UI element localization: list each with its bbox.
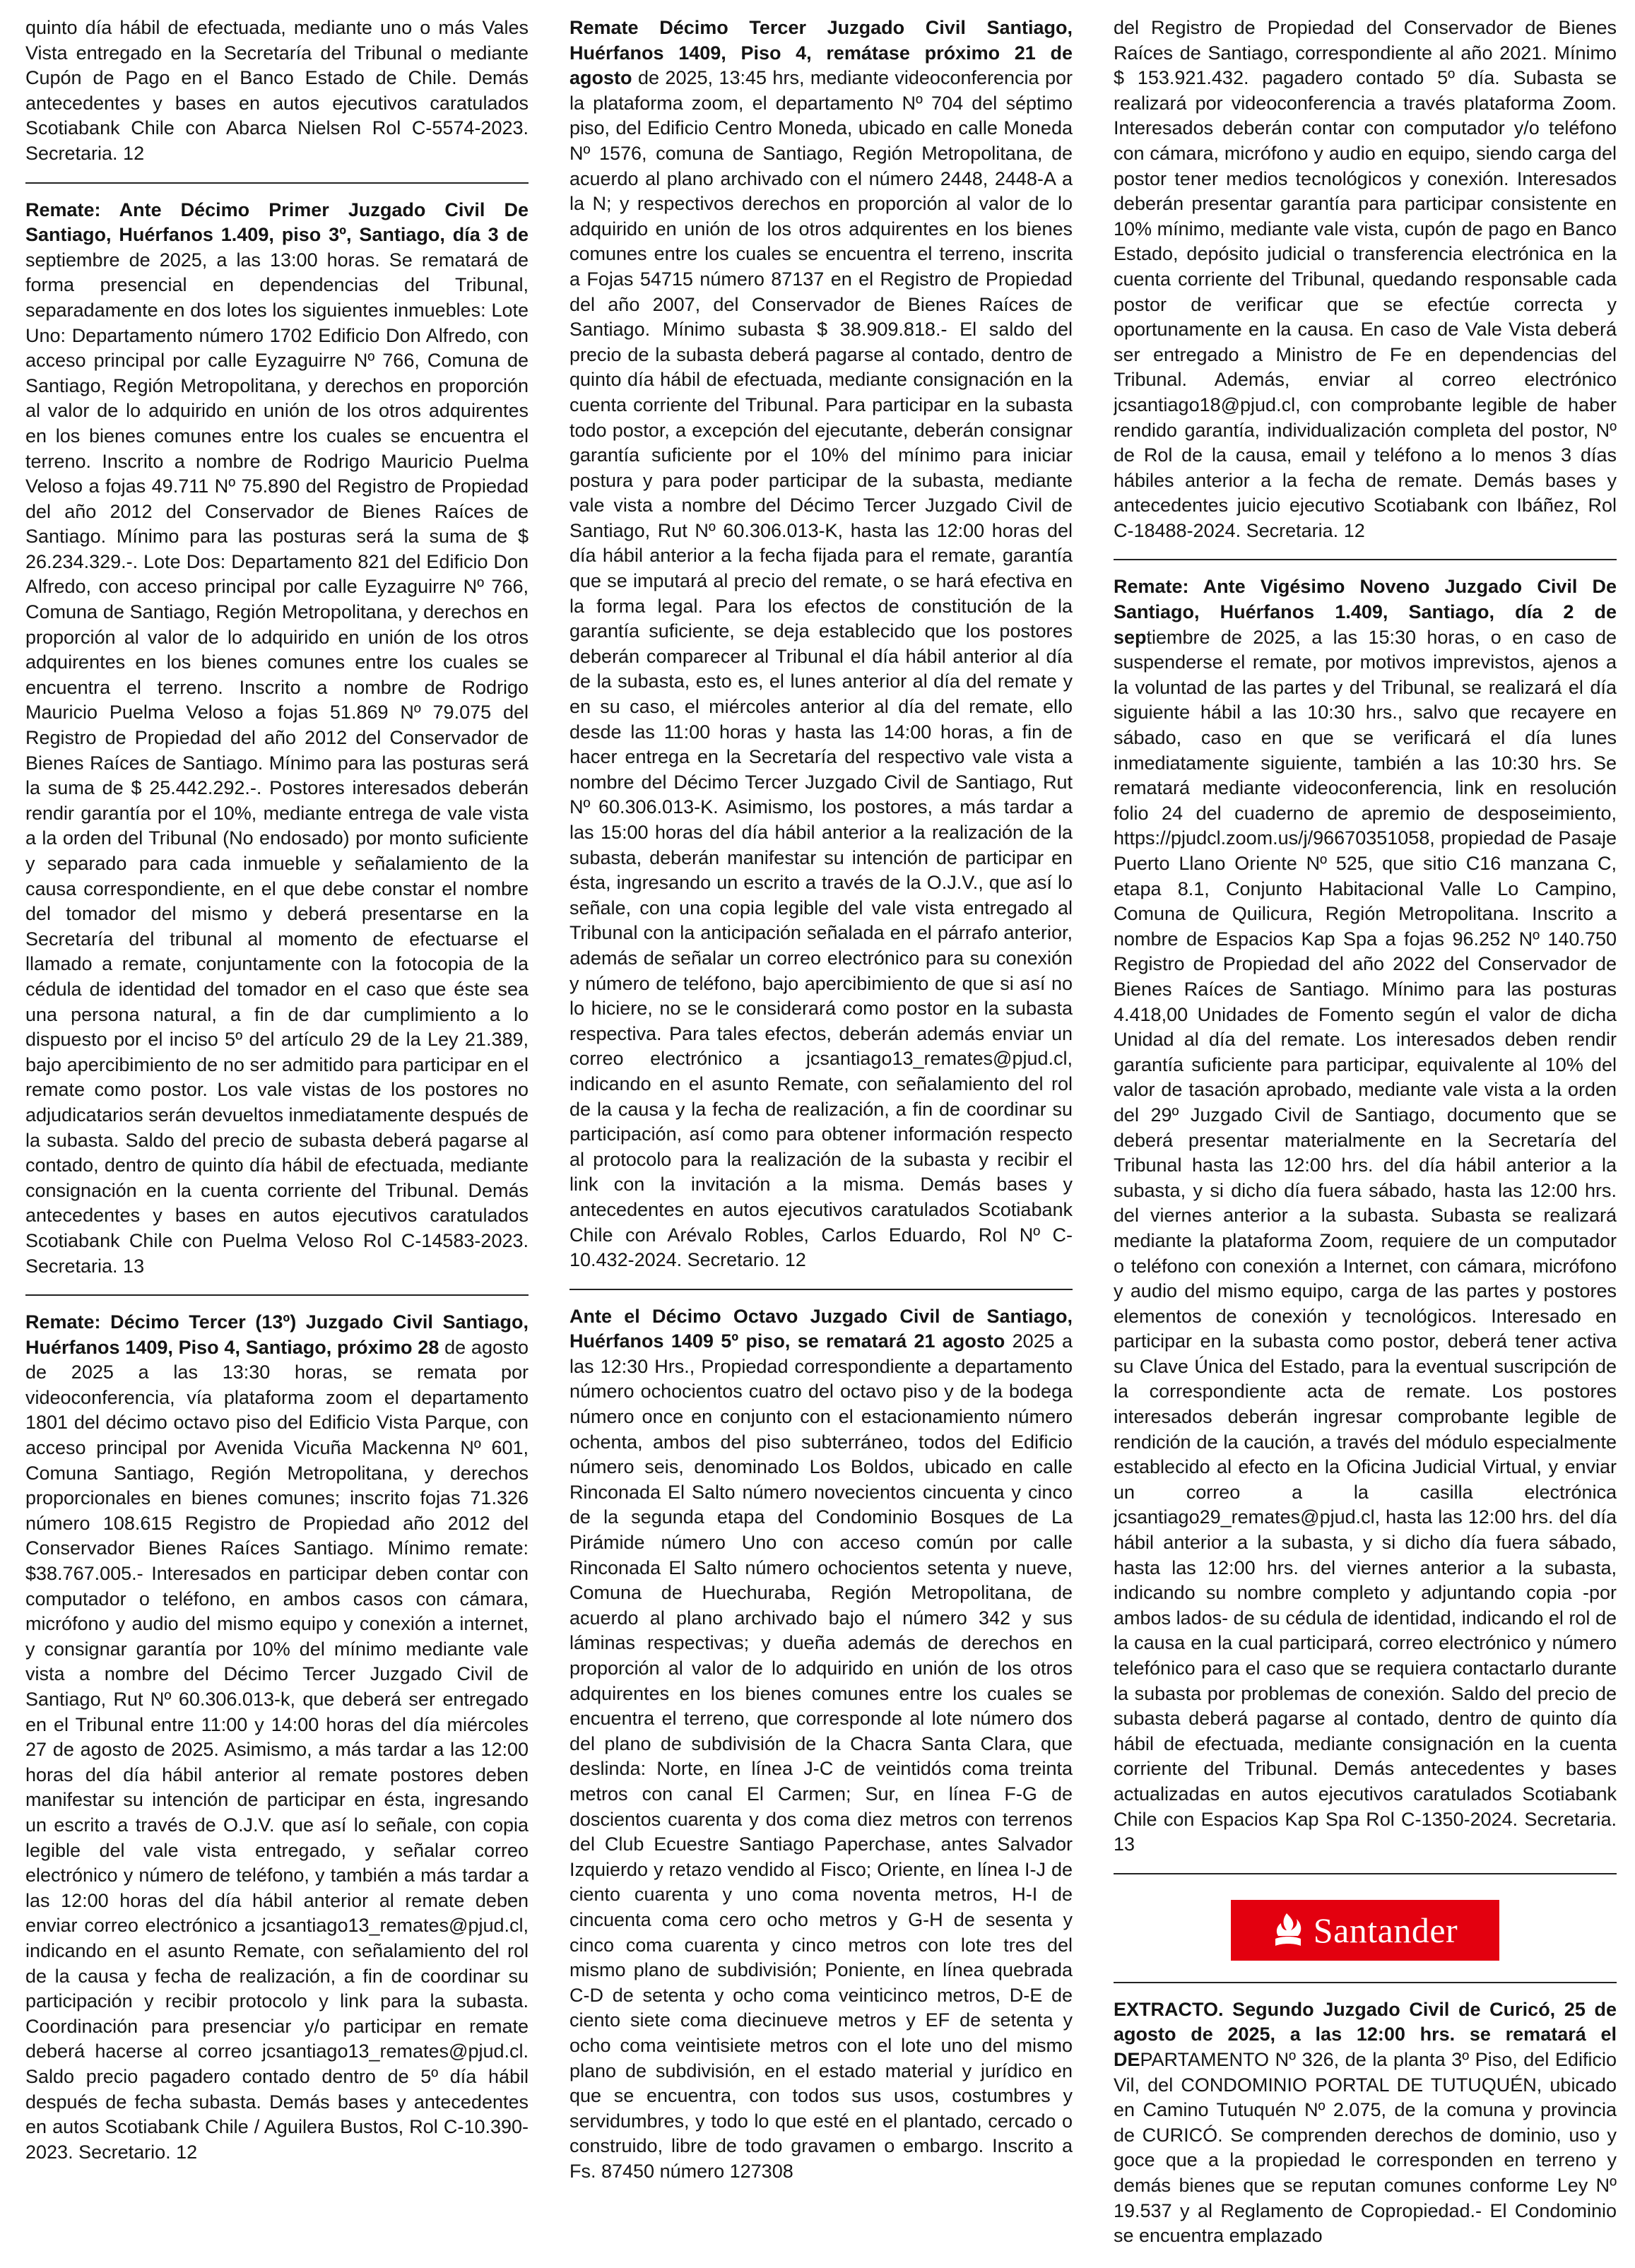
notice-divider xyxy=(25,1294,529,1296)
notice-headline: EXTRACTO. Segundo Juzgado Civil de Curicó, 25 de agosto de 2025, a las 12:00 hrs. se rematará el DE xyxy=(1114,1998,1617,2070)
notice-headline: Remate Décimo Tercer Juzgado Civil Santiago, Huérfanos 1409, Piso 4, remátase próximo 21 de agosto xyxy=(569,17,1073,89)
notice-13-juzgado-aguilera xyxy=(25,1310,529,2165)
notice-body: septiembre de 2025, a las 13:00 horas. Se rematará de forma presencial en dependencias del Tribunal, separadamente en dos lotes los siguientes inmuebles: Lote Uno: Departamento número 1702 Edificio Don Alfredo, con acceso principal por calle Eyzaguirre Nº 766, Comuna de Santiago, Región Metropolitana, y derechos en proporción al valor de lo adquirido en unión de los otros adquirentes en los bienes comunes entre los cuales se encuentra el terreno. Inscrito a nombre de Rodrigo Mauricio Puelma Veloso a fojas 49.711 Nº 75.890 del Registro de Propiedad del año 2012 del Conservador de Bienes Raíces de Santiago. Mínimo para las posturas será la suma de $ 26.234.329.-. Lote Dos: Departamento 821 del Edificio Don Alfredo, con acceso principal por calle Eyzaguirre Nº 766, Comuna de Santiago, Región Metropolitana, y derechos en proporción al valor de lo adquirido en unión de los otros adquirentes en los bienes comunes entre los cuales se encuentra el terreno. Inscrito a nombre de Rodrigo Mauricio Puelma Veloso a fojas 51.869 Nº 79.075 del Registro de Propiedad del año 2012 del Conservador de Bienes Raíces de Santiago. Mínimo para las posturas será la suma de $ 25.442.292.-. Postores interesados deberán rendir garantía por el 10%, mediante entrega de vale vista a la orden del Tribunal (No endosado) por monto suficiente y separado para cada inmueble y señalamiento de la causa correspondiente, en el que debe constar el nombre del tomador del mismo y deberá presentarse en la Secretaría del tribunal al momento de efectuarse el llamado a remate, conjuntamente con la fotocopia de la cédula de identidad del tomador en el caso que éste sea una persona natural, a fin de dar cumplimiento a lo dispuesto por el inciso 5º del artículo 29 de la Ley 21.389, bajo apercibimiento de no ser admitido para participar en el remate como postor. Los vale vistas de los postores no adjudicatarios serán devueltos inmediatamente después de la subasta. Saldo del precio de subasta deberá pagarse al contado, dentro de quinto día hábil de efectuada, mediante consignación en la cuenta corriente del Tribunal. Demás antecedentes y bases en autos ejecutivos caratulados Scotiabank Chile con Puelma Veloso Rol C-14583-2023. Secretaria. 13 xyxy=(25,249,529,1277)
santander-logo-row xyxy=(1114,1900,1617,1961)
santander-flame-icon xyxy=(1273,1912,1304,1949)
notice-body: de agosto de 2025 a las 13:30 horas, se remata por videoconferencia, vía plataforma zoom el departamento 1801 del décimo octavo piso del Edificio Vista Parque, con acceso principal por Avenida Vicuña Mackenna Nº 601, Comuna Santiago, Región Metropolitana, y derechos proporcionales en bienes comunes; inscrito fojas 71.326 número 108.615 Registro de Propiedad año 2012 del Conservador Bienes Raíces Santiago. Mínimo remate: $38.767.005.- Interesados en participar deben contar con computador o teléfono, en ambos casos con cámara, micrófono y audio del mismo equipo y conexión a internet, y consignar garantía por 10% del mínimo mediante vale vista a nombre del Décimo Tercer Juzgado Civil de Santiago, Rut Nº 60.306.013-k, que deberá ser entregado en el Tribunal entre 11:00 y 14:00 horas del día miércoles 27 de agosto de 2025. Asimismo, a más tardar a las 12:00 horas del día hábil anterior al remate postores deben manifestar su intención de participar en ésta, ingresando un escrito a través de O.J.V. que así lo señale, con copia legible del vale vista entregado, y señalar correo electrónico y número de teléfono, y también a más tardar a las 12:00 horas del día hábil anterior al remate deben enviar correo electrónico a jcsantiago13_remates@pjud.cl, indicando en el asunto Remate, con señalamiento del rol de la causa y fecha de realización, a fin de coordinar su participación y recibir protocolo y link para la subasta. Coordinación para presenciar y/o participar en remate deberá hacerse al correo jcsantiago13_remates@pjud.cl. Saldo precio pagadero contado dentro de 5º día hábil después de fecha subasta. Demás bases y antecedentes en autos Scotiabank Chile / Aguilera Bustos, Rol C-10.390-2023. Secretario. 12 xyxy=(25,1336,529,2163)
notice-18-juzgado-los-boldos xyxy=(569,1304,1073,2185)
newspaper-page xyxy=(25,16,1617,2255)
santander-logo-text: Santander xyxy=(1313,1910,1458,1950)
notice-divider xyxy=(1114,1982,1617,1983)
notice-29-juzgado-espacios-kap xyxy=(1114,574,1617,1857)
column-3 xyxy=(1114,16,1617,2255)
notice-body: 2025 a las 12:30 Hrs., Propiedad correspondiente a departamento número ochocientos cuatro del octavo piso y de la bodega número once en conjunto con el estacionamiento número ochenta, ambos del piso subterráneo, todos del Edificio número seis, denominado Los Boldos, ubicado en calle Rinconada El Salto número novecientos cincuenta y cinco de la segunda etapa del Condominio Bosques de La Pirámide número Uno con acceso común por calle Rinconada El Salto número ochocientos setenta y nueve, Comuna de Huechuraba, Región Metropolitana, de acuerdo al plano archivado bajo el número 342 y sus láminas respectivas; y dueña además de derechos en proporción al valor de lo adquirido en unión de los otros adquirentes en los bienes comunes entre los cuales se encuentra el terreno, que corresponde al lote número dos del plano de subdivisión de la Chacra Santa Clara, que deslinda: Norte, en línea J-C de veintidós coma treinta metros con canal El Carmen; Sur, en línea F-G de doscientos cuarenta y dos coma diez metros con terrenos del Club Ecuestre Santiago Paperchase, antes Salvador Izquierdo y retazo vendido al Fisco; Oriente, en línea I-J de ciento cuarenta y uno coma noventa metros, H-I de cincuenta coma cero ocho metros y G-H de sesenta y cinco coma cuarenta y cinco metros con lote tres del mismo plano de subdivisión; Poniente, en línea quebrada C-D de setenta y ocho coma veinticinco metros, D-E de ciento siete coma diecinueve metros y EF de setenta y ocho coma veintisiete metros con el lote uno del mismo plano de subdivisión, en el estado material y jurídico en que se encuentra, con todos sus usos, costumbres y servidumbres, y todo lo que esté en el plantado, cercado o construido, libre de todo gravamen o embargo. Inscrito a Fs. 87450 número 127308 xyxy=(569,1330,1073,2182)
notice-continued-abarca xyxy=(25,16,529,167)
notice-divider xyxy=(569,1289,1073,1290)
notice-headline: Ante el Décimo Octavo Juzgado Civil de Santiago, Huérfanos 1409 5º piso, se rematará 21 agosto xyxy=(569,1305,1073,1352)
notice-headline: Remate: Ante Décimo Primer Juzgado Civil De Santiago, Huérfanos 1.409, piso 3º, Santiago, día 3 de xyxy=(25,199,529,246)
notice-body: del Registro de Propiedad del Conservador de Bienes Raíces de Santiago, correspondiente al año 2021. Mínimo $ 153.921.432. pagadero contado 5º día. Subasta se realizará por videoconferencia a través plataforma Zoom. Interesados deberán contar con computador y/o teléfono con cámara, micrófono y audio en equipo, siendo carga del postor tener medios tecnológicos y conexión. Interesados deberán presentar garantía para participar consistente en 10% mínimo, mediante vale vista, cupón de pago en Banco Estado, depósito judicial o transferencia electrónica en la cuenta corriente del Tribunal, quedando responsable cada postor de verificar que se efectúe correcta y oportunamente en la causa. En caso de Vale Vista deberá ser entregado a Ministro de Fe en dependencias del Tribunal. Además, enviar al correo electrónico jcsantiago18@pjud.cl, con comprobante legible de haber rendido garantía, individualización completa del postor, Nº de Rol de la causa, email y teléfono a lo menos 3 días hábiles anterior a la fecha de remate. Demás bases y antecedentes juicio ejecutivo Scotiabank con Ibáñez, Rol C-18488-2024. Secretaria. 12 xyxy=(1114,17,1617,541)
notice-divider xyxy=(1114,559,1617,560)
notice-divider xyxy=(1114,1873,1617,1874)
column-1 xyxy=(25,16,529,2255)
notice-body: PARTAMENTO Nº 326, de la planta 3º Piso, del Edificio Vil, del CONDOMINIO PORTAL DE TUTUQUÉN, ubicado en Camino Tutuquén Nº 2.075, de la comuna y provincia de CURICÓ. Se comprenden derechos de dominio, uso y goce que a la propiedad le corresponden en terreno y demás bienes que se reputan comunes conforme Ley Nº 19.537 y al Reglamento de Copropiedad.- El Condominio se encuentra emplazado xyxy=(1114,2048,1617,2247)
notice-divider xyxy=(25,182,529,184)
santander-logo xyxy=(1231,1900,1499,1961)
notice-13-juzgado-arevalo xyxy=(569,16,1073,1273)
notice-extracto-curico xyxy=(1114,1997,1617,2249)
notice-headline: Remate: Ante Vigésimo Noveno Juzgado Civil De Santiago, Huérfanos 1.409, Santiago, día 2 de sep xyxy=(1114,576,1617,648)
notice-body: de 2025, 13:45 hrs, mediante videoconferencia por la plataforma zoom, el departamento Nº 704 del séptimo piso, del Edificio Centro Moneda, ubicado en calle Moneda Nº 1576, comuna de Santiago, Región Metropolitana, de acuerdo al plano archivado con el número 2448, 2448-A a la N; y respectivos derechos en proporción al valor de lo adquirido en unión de los otros adquirentes en los bienes comunes entre los cuales se encuentra el terreno, inscrita a Fojas 54715 número 87137 en el Registro de Propiedad del año 2007, del Conservador de Bienes Raíces de Santiago. Mínimo subasta $ 38.909.818.- El saldo del precio de la subasta deberá pagarse al contado, dentro de quinto día hábil de efectuada, mediante consignación en la cuenta corriente del Tribunal. Para participar en la subasta todo postor, a excepción del ejecutante, deberán consignar garantía suficiente por el 10% del mínimo para iniciar postura y para poder participar de la subasta, mediante vale vista a nombre del Décimo Tercer Juzgado Civil de Santiago, Rut Nº 60.306.013-K, hasta las 12:00 horas del día hábil anterior a la fecha fijada para el remate, garantía que se imputará al precio del remate, o se hará efectiva en la forma legal. Para los efectos de constitución de la garantía suficiente, se deja establecido que los postores deberán comparecer al Tribunal el día hábil anterior al día de la subasta, esto es, el lunes anterior al día del remate y en su caso, el miércoles anterior al día del remate, ello desde las 11:00 horas y hasta las 14:00 horas, a fin de hacer entrega en la Secretaría del respectivo vale vista a nombre del Décimo Tercer Juzgado Civil de Santiago, Rut Nº 60.306.013-K. Asimismo, los postores, a más tardar a las 15:00 horas del día hábil anterior a la realización de la subasta, deberán manifestar su intención de participar en ésta, ingresando un escrito a través de la O.J.V., que así lo señale, con una copia legible del vale vista entregado al Tribunal con la anticipación señalada en el párrafo anterior, además de señalar un correo electrónico para su conexión y número de teléfono, bajo apercibimiento de que si así no lo hiciere, no se le considerará como postor en la subasta respectiva. Para tales efectos, deberán además enviar un correo electrónico a jcsantiago13_remates@pjud.cl, indicando en el asunto Remate, con señalamiento del rol de la causa y la fecha de realización, a fin de coordinar su participación, así como para obtener información respecto al protocolo para la realización de la subasta y recibir el link con la invitación a la misma. Demás bases y antecedentes en autos ejecutivos caratulados Scotiabank Chile con Arévalo Robles, Carlos Eduardo, Rol Nº C-10.432-2024. Secretario. 12 xyxy=(569,67,1073,1271)
column-2 xyxy=(569,16,1073,2255)
notice-headline: Remate: Décimo Tercer (13º) Juzgado Civil Santiago, Huérfanos 1409, Piso 4, Santiago, próximo 28 xyxy=(25,1311,529,1358)
notice-continued-ibanez xyxy=(1114,16,1617,543)
notice-body: quinto día hábil de efectuada, mediante uno o más Vales Vista entregado en la Secretaría del Tribunal o mediante Cupón de Pago en el Banco Estado de Chile. Demás antecedentes y bases en autos ejecutivos caratulados Scotiabank Chile con Abarca Nielsen Rol C-5574-2023. Secretaria. 12 xyxy=(25,17,529,164)
notice-body: tiembre de 2025, a las 15:30 horas, o en caso de suspenderse el remate, por motivos imprevistos, ajenos a la voluntad de las partes y del Tribunal, se realizará el día siguiente hábil a las 10:30 hrs., salvo que recayere en sábado, caso en que se verificará el día lunes inmediatamente siguiente, también a las 10:30 hrs. Se rematará mediante videoconferencia, link en resolución folio 24 del cuaderno de apremio de desposeimiento, https://pjudcl.zoom.us/j/96670351058, propiedad de Pasaje Puerto Llano Oriente Nº 525, que sitio C16 manzana C, etapa 8.1, Conjunto Habitacional Valle Lo Campino, Comuna de Quilicura, Región Metropolitana. Inscrito a nombre de Espacios Kap Spa a fojas 96.252 Nº 140.750 Registro de Propiedad del año 2022 del Conservador de Bienes Raíces de Santiago. Mínimo para las posturas 4.418,00 Unidades de Fomento según el valor de dicha Unidad al día del remate. Los interesados deben rendir garantía suficiente para participar, equivalente al 10% del valor de tasación aprobado, mediante vale vista a la orden del 29º Juzgado Civil de Santiago, documento que se deberá presentar materialmente en la Secretaría del Tribunal hasta las 12:00 hrs. del día hábil anterior a la subasta, y si dicho día fuera sábado, hasta las 12:00 hrs. del viernes anterior a la subasta. Subasta se realizará mediante la plataforma Zoom, requiere de un computador o teléfono con conexión a Internet, con cámara, micrófono y audio del mismo equipo, carga de las partes y postores elementos de conexión y tecnológicos. Interesado en participar en la subasta como postor, deberá tener activa su Clave Única del Estado, para la eventual suscripción de la correspondiente acta de remate. Los postores interesados deberán ingresar comprobante legible de rendición de la caución, a través del módulo especialmente establecido al efecto en la Oficina Judicial Virtual, y enviar un correo a la casilla electrónica jcsantiago29_remates@pjud.cl, hasta las 12:00 hrs. del día hábil anterior a la subasta, y si dicho día fuera sábado, hasta las 12:00 hrs. del viernes anterior a la subasta, indicando su nombre completo y adjuntando copia -por ambos lados- de su cédula de identidad, indicando el rol de la causa en la cual participará, correo electrónico y número telefónico para el caso que se requiera contactarlo durante la subasta por problemas de conexión. Saldo del precio de subasta deberá pagarse al contado, dentro de quinto día hábil de efectuada, mediante consignación en la cuenta corriente del Tribunal. Demás antecedentes y bases actualizadas en autos ejecutivos caratulados Scotiabank Chile con Espacios Kap Spa Rol C-1350-2024. Secretaria. 13 xyxy=(1114,626,1617,1855)
notice-11-juzgado-puelma xyxy=(25,198,529,1280)
